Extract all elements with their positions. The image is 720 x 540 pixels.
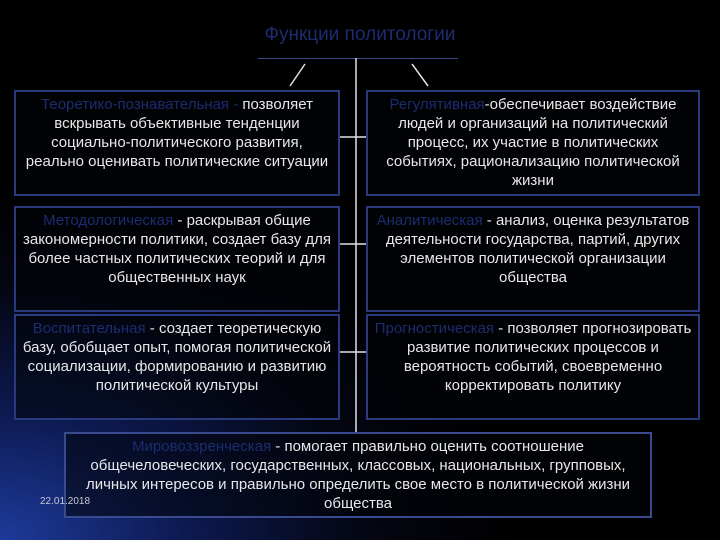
box-methodological-function	[14, 206, 340, 312]
box-analytical-function	[366, 206, 700, 312]
box-predictive-function	[366, 314, 700, 420]
box-worldview-function	[64, 432, 652, 518]
box-text: - создает теоретическую базу, обобщает опыт, помогая политической социализации, формированию и развитию политической культуры	[22, 320, 332, 394]
box-educational-function	[14, 314, 340, 420]
box-text: - помогает правильно оценить соотношение общечеловеческих, государственных, классовых, национальных, групповых, личных интересов и правильно определить свое место в политической жизни общества	[85, 438, 631, 512]
box-keyword: Регулятивная	[389, 96, 485, 113]
box-text: - позволяет прогнозировать развитие политических процессов и вероятность событий, своевременно корректировать политику	[403, 320, 692, 394]
box-text: - анализ, оценка результатов деятельности государства, партий, других элементов политической организации общества	[385, 212, 690, 286]
box-text: позволяет вскрывать объективные тенденции социально-политического развития, реально оценивать политические ситуации	[25, 96, 329, 170]
box-text: - раскрывая общие закономерности политики, создает базу для более частных политических теорий и для общественных наук	[22, 212, 332, 286]
box-keyword: Методологическая	[43, 212, 174, 229]
box-text: -обеспечивает воздействие людей и организаций на политический процесс, их участие в политических событиях, рационализацию политической жизни	[386, 96, 680, 189]
box-regulative-function	[366, 90, 700, 196]
box-keyword: Теоретико-познавательная -	[41, 96, 243, 113]
box-theoretical-function	[14, 90, 340, 196]
box-keyword: Прогностическая	[374, 320, 495, 337]
slide-date: 22.01.2018	[40, 496, 91, 507]
box-keyword: Мировоззренческая	[132, 438, 272, 455]
box-keyword: Воспитательная	[32, 320, 146, 337]
slide-title: Функции политологии	[264, 24, 456, 45]
box-keyword: Аналитическая	[376, 212, 483, 229]
